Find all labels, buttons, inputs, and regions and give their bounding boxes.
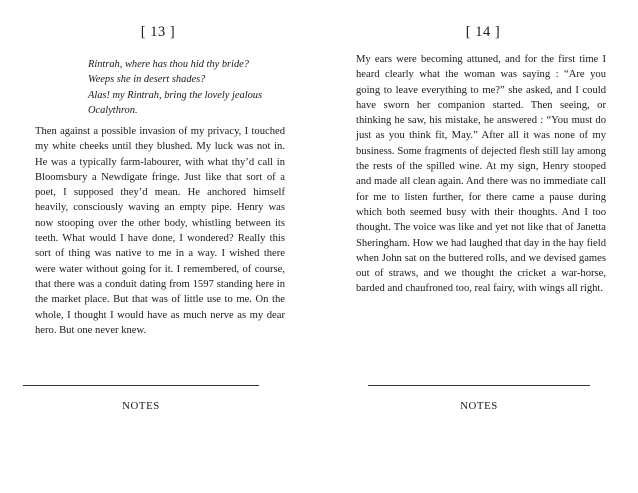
verse-line: Alas! my Rintrah, bring the lovely jealous	[88, 89, 263, 101]
verse-epigraph	[88, 57, 288, 118]
notes-heading: NOTES	[460, 400, 498, 412]
body-paragraph: Then against a possible invasion of my privacy, I touched my white cheeks until they blushed. My luck was not in. He was a typically farm-labourer, with what thy’d call in Bloomsbury a Newdigate fringe. Just like that sort of a poet, I supposed they’d mean. He anchored himself heavily, consciously waving an empty pipe. Henry was now stooping over the other body, whistling between its teeth. What would I have done, I wondered? Really this sort of thing was native to me in a way. I wished there were water without going for it. I remembered, of course, that there was a conduit dating from 1597 standing here in the market place. But that was of little use to me. On the whole, I thought I would have as much nerve as my dear hero. But one never knew.	[35, 126, 285, 336]
notes-heading: NOTES	[122, 400, 160, 412]
page-number: [ 13 ]	[140, 24, 176, 40]
left-page	[35, 0, 285, 493]
verse-line: Ocalythron.	[88, 104, 138, 116]
page-number: [ 14 ]	[465, 24, 501, 40]
right-page	[356, 0, 606, 493]
verse-line: Weeps she in desert shades?	[88, 74, 206, 86]
verse-line: Rintrah, where has thou hid thy bride?	[88, 59, 249, 70]
body-paragraph: My ears were becoming attuned, and for the first time I heard clearly what the woman was saying : “Are you going to leave everything to me?” she asked, and I could have sworn her companion started. Then seeing, or thinking he saw, his mistake, he answered : “You must do just as you think fit, May.” After all it was none of my business. Some fragments of dejected flesh still lay among the rests of the spilled wine. At my sign, Henry stooped and made all clean again. And there was no immediate call for me to listen further, for there came a pause during which both seemed busy with their thoughts. And I too thought. The voice was like and yet not like that of Janetta Sheringham. How we had laughed that day in the hay field when John sat on the buttered rolls, and we devised games out of straws, and we thought the cricket a war-horse, barded and chaufroned too, real fairy, with wings all right.	[356, 54, 606, 295]
notes-divider	[368, 385, 590, 386]
notes-divider	[23, 385, 259, 386]
